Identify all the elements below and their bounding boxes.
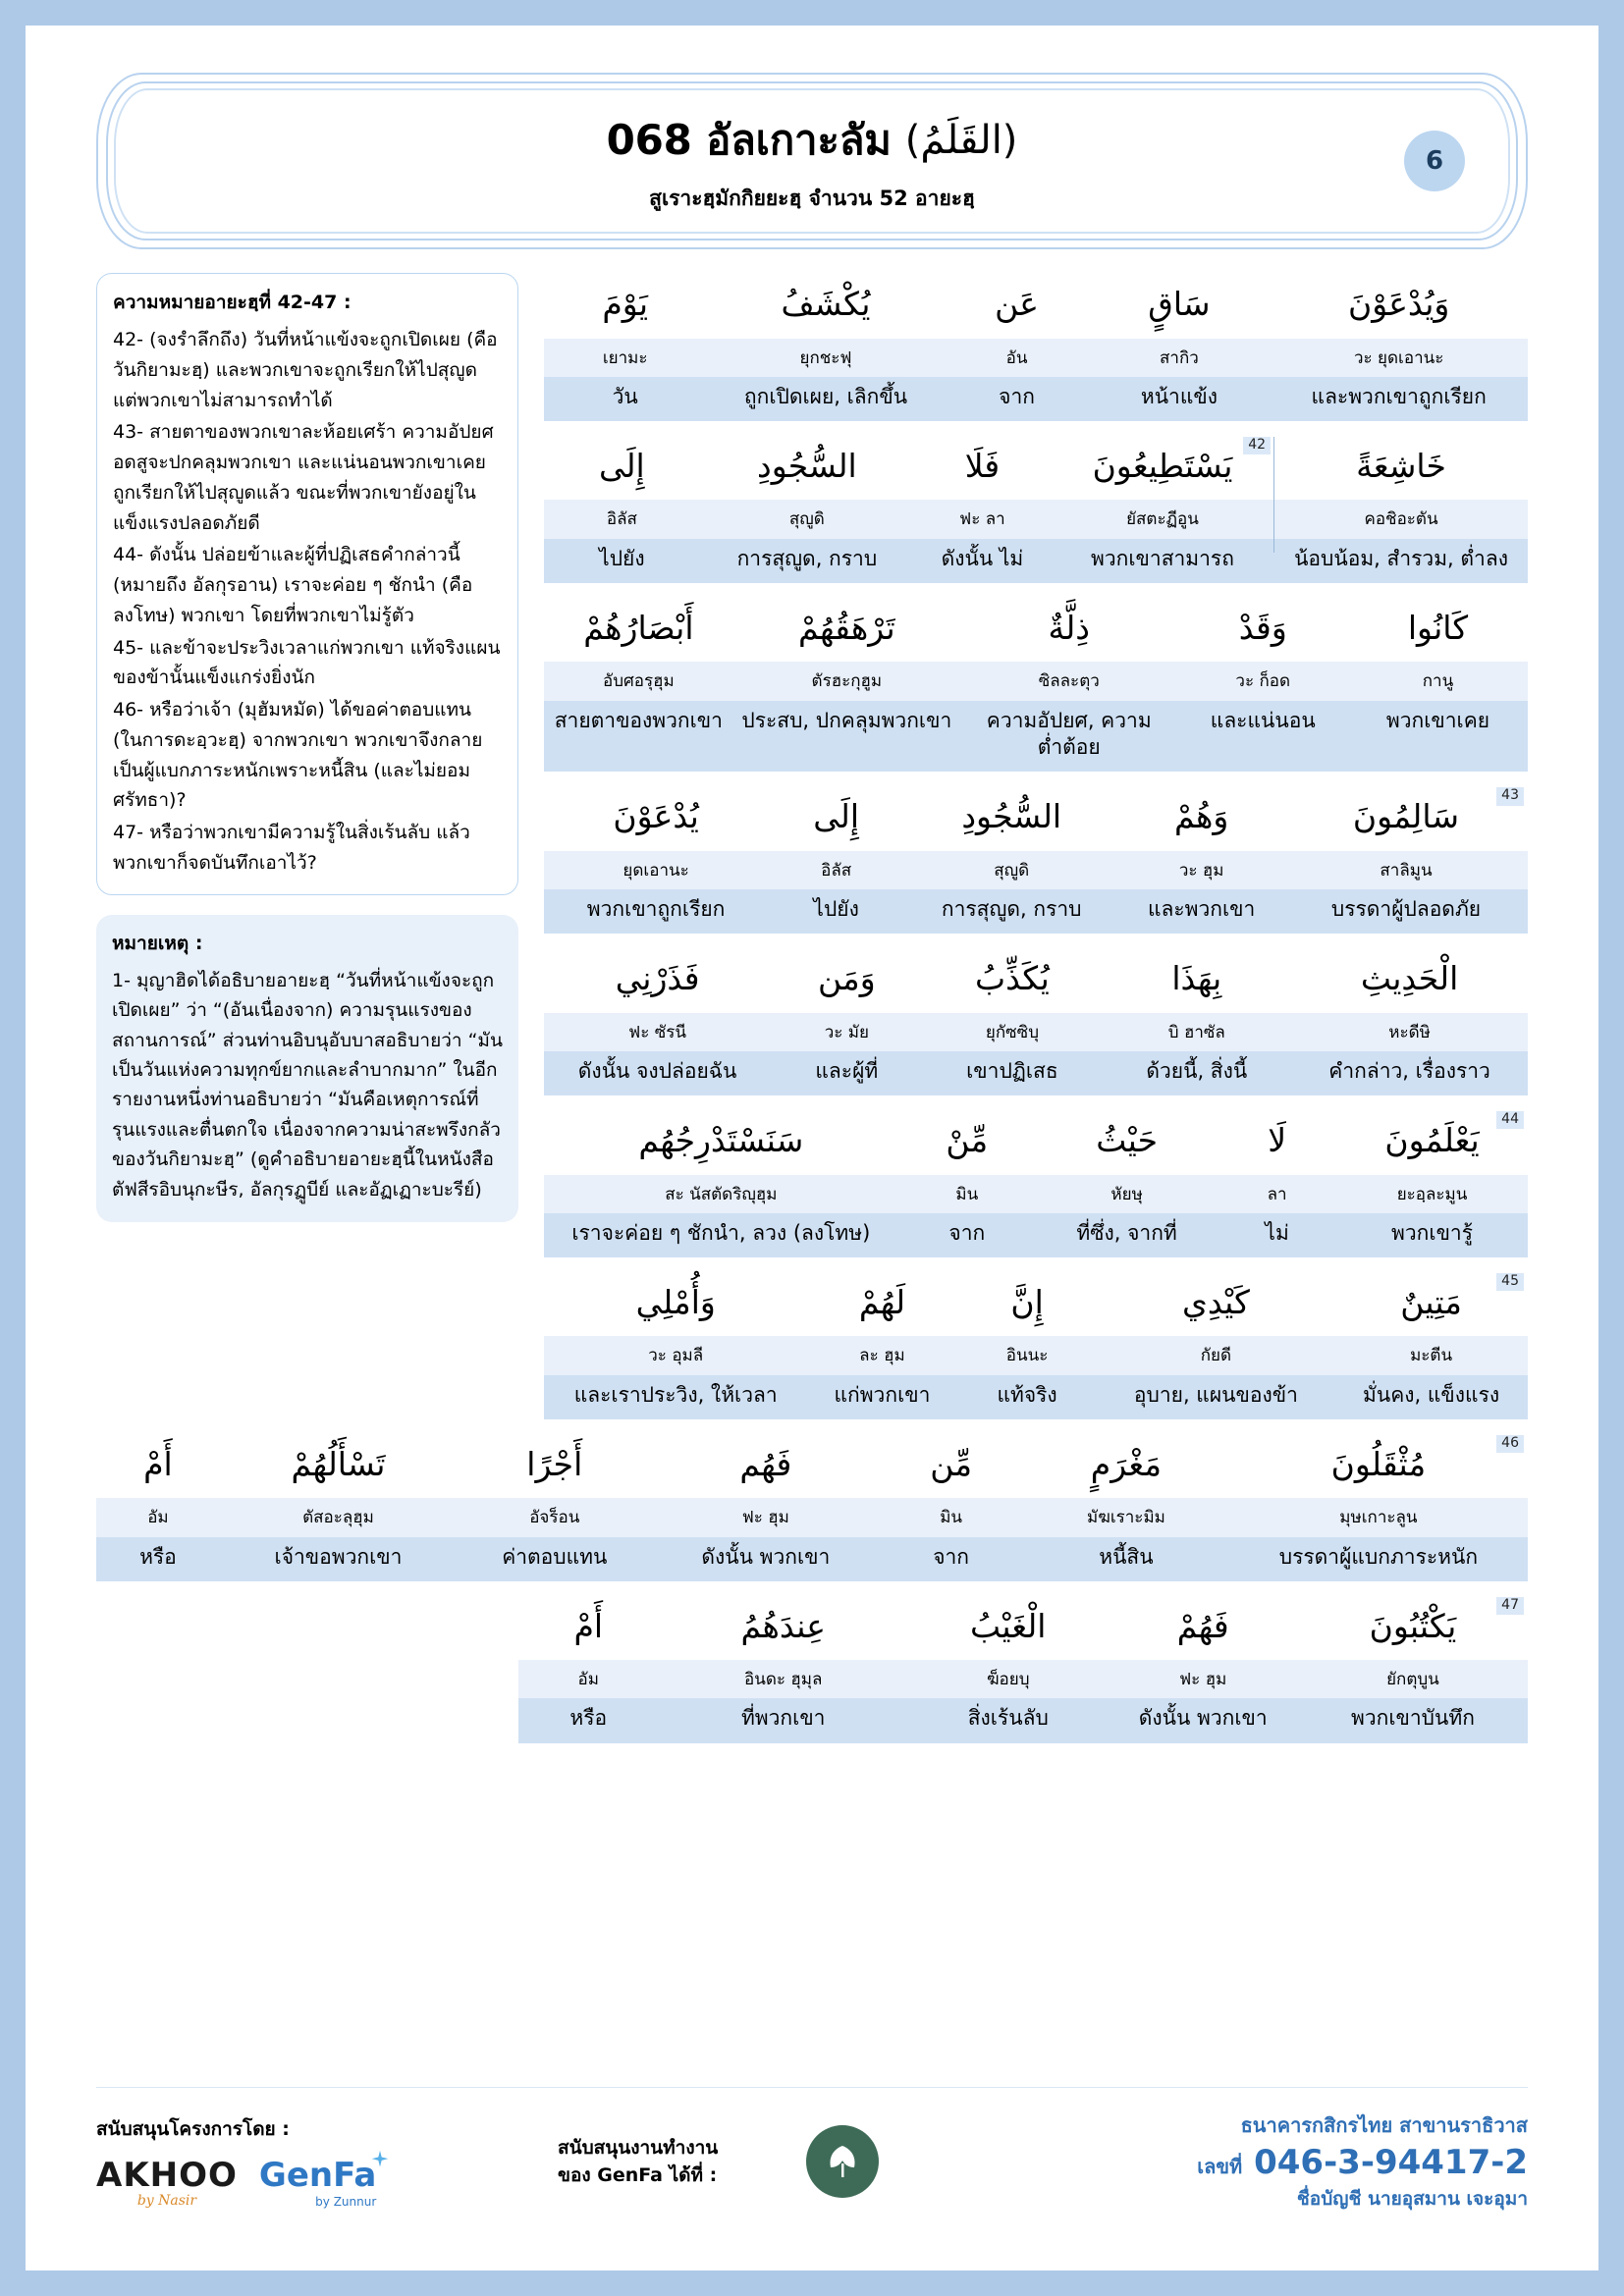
transliteration-cell: อินนะ [1005,1346,1049,1366]
support-label: สนับสนุนโครงการโดย : [96,2118,290,2140]
thai-meaning-cell: ความอัปยศ, ความต่ำต้อย [986,708,1152,759]
thai-meaning-cell: ไปยัง [813,896,859,921]
verse-row [96,1433,1528,1581]
arabic-word-cell: فَهُمْ [1176,1606,1229,1645]
transliteration-cell: มุษเกาะลูน [1339,1508,1418,1528]
arabic-word-cell: مَغْرَمٍ [1090,1444,1163,1483]
thai-meaning-cell: พวกเขาเคย [1385,708,1490,732]
arabic-word [544,597,1528,663]
arabic-word-cell: يَعْلَمُونَ [1384,1120,1480,1159]
thai-meaning-cell: สิ่งเร้นลับ [967,1706,1049,1731]
thai-meaning-cell: พวกเขาสามารถ [1091,546,1234,570]
transliteration-cell: ยะอฺละมูน [1396,1184,1468,1204]
thai-meaning [518,1698,1528,1742]
verse-table [544,273,1528,1433]
arabic-word-cell: كَانُوا [1407,608,1469,647]
thai-meaning-cell: คำกล่าว, เรื่องราว [1328,1058,1490,1083]
thai-meaning-cell: ประสบ, ปกคลุมพวกเขา [741,708,952,732]
transliteration-cell: อิลัส [606,509,637,530]
thai-meaning-cell: เขาปฏิเสธ [966,1058,1058,1083]
thai-meaning-cell: หรือ [139,1544,177,1569]
arabic-word-cell: وَمَن [817,959,876,998]
page-content [96,273,1528,1433]
genfa-support-text [558,2134,784,2190]
transliteration-cell: ฟะ ฮุม [1179,1670,1227,1690]
thai-meaning-cell: ถูกเปิดเผย, เลิกขึ้น [743,384,908,408]
thai-meaning-cell: และแน่นอน [1210,708,1316,732]
meaning-item: 42- (จงรำลึกถึง) วันที่หน้าแข้งจะถูกเปิดเผย (คือวันกิยามะฮฺ) และพวกเขาจะถูกเรียกให้ไปสุญูด แต่พวกเขาไม่สามารถทำได้ [113,329,498,411]
transliteration-cell: บิ ฮาซัล [1167,1022,1225,1042]
thai-meaning-cell: ดังนั้น พวกเขา [1138,1706,1268,1731]
notes-panel [96,915,518,1222]
thai-meaning-cell: แท้จริง [997,1382,1057,1407]
ayah-number-marker: 46 [1496,1435,1524,1453]
arabic-word [518,1595,1528,1661]
transliteration-cell: สะ นัสตัดริญุฮุม [665,1184,778,1204]
bank-owner: ชื่อบัญชี นายอุสมาน เจะอุมา [1296,2188,1528,2210]
arabic-word-cell: الْحَدِيثِ [1360,959,1459,998]
transliteration-cell: ฟะ ซัรนี [628,1022,687,1042]
thai-meaning-cell: และผู้ที่ [815,1058,879,1083]
verse-row [544,1271,1528,1419]
arabic-word-cell: يُكَذِّبُ [975,959,1050,998]
arabic-word-cell: أَبْصَارُهُمْ [583,608,694,647]
bank-block [901,2109,1528,2214]
arabic-word [544,947,1528,1013]
ayah-divider [1273,437,1274,553]
transliteration-cell: อินดะ ฮุมุล [744,1670,823,1690]
arabic-word [544,273,1528,339]
arabic-word-cell: لَهُمْ [858,1282,906,1321]
note-item: 1- มุญาฮิดได้อธิบายอายะฮฺ “วันที่หน้าแข้งจะถูกเปิดเผย” ว่า “(อันเนื่องจาก) ความรุนแรงของสถานการณ์” ส่วนท่านอิบนุอับบาสอธิบายว่า “มันเป็นวันแห่งความทุกข์ยากและลำบากมาก” ในอีกรายงานหนึ่งท่านอธิบายว่า “มันคือเหตุการณ์ที่รุนแรงและตื่นตกใจ เนื่องจากความน่าสะพรึงกลัวของวันกิยามะฮฺ” (ดูคำอธิบายอายะฮฺนี้ในหนังสือตัฟสีรอิบนุกะษีร, อัลกุรฏูบีย์ และอัฏเฏาะบะรีย์) [112,969,503,1201]
transliteration-cell: มิน [940,1508,963,1528]
arabic-word-cell: يُدْعَوْنَ [613,797,699,836]
transliteration-cell: ยุกัซซิบุ [985,1022,1039,1042]
bank-name: ธนาคารกสิกรไทย สาขานราธิวาส [1240,2113,1528,2137]
meaning-item: 46- หรือว่าเจ้า (มุฮัมหมัด) ได้ขอค่าตอบแทน (ในการดะอฺวะฮฺ) จากพวกเขา พวกเขาจึงกลายเป็นผู้แบกภาระหนักเพราะหนี้สิน (และไม่ยอมศรัทธา)? [113,699,483,812]
transliteration-cell: อัม [147,1508,169,1528]
notes-title: หมายเหตุ : [112,932,203,954]
arabic-word-cell: إِنَّ [1010,1282,1044,1321]
transliteration-cell: เยามะ [602,347,648,368]
surah-title-arabic: (القَلَمُ) [904,117,1018,163]
genfa-logo-subtext: by Zunnur [315,2195,377,2209]
transliteration-cell: หัยษุ [1110,1184,1143,1204]
thai-meaning [544,701,1528,773]
meanings-panel [96,273,518,895]
arabic-word [96,1433,1528,1499]
transliteration-cell: กัยดี [1200,1346,1232,1366]
arabic-word-cell: فَذَرْنِي [615,959,700,998]
arabic-word-cell: سَاقٍ [1148,285,1211,323]
thai-meaning-cell: และพวกเขาถูกเรียก [1311,384,1487,408]
ayah-number-marker: 42 [1243,437,1271,454]
thai-meaning-cell: พวกเขาบันทึก [1350,1706,1475,1731]
thai-meaning-cell: และเราประวิง, ให้เวลา [573,1382,778,1407]
thai-meaning [544,377,1528,421]
transliteration-cell: ยักตุบูน [1386,1670,1439,1690]
akhoo-logo-subtext: by Nasir [136,2193,197,2209]
sidebar [96,273,518,1222]
thai-meaning-cell: จาก [933,1544,970,1569]
transliteration-cell: ยุดเอานะ [623,860,689,881]
verse-row [544,947,1528,1095]
thai-meaning-cell: เจ้าขอพวกเขา [274,1544,403,1569]
arabic-word [544,785,1528,851]
thai-meaning-cell: ดังนั้น พวกเขา [701,1544,831,1569]
transliteration-cell: อัม [577,1670,599,1690]
transliteration-cell: ตัสอะลุฮุม [302,1508,374,1528]
genfa-logo-text: GenFa [258,2156,377,2195]
thai-meaning [544,539,1528,583]
arabic-word-cell: أَجْرًا [526,1444,583,1483]
thai-meaning [544,889,1528,934]
thai-meaning [544,1051,1528,1095]
thai-meaning-cell: การสุญูด, กราบ [736,546,878,570]
thai-meaning-cell: หนี้สิน [1099,1544,1154,1569]
ayah-number-marker: 43 [1496,787,1524,805]
akhoo-logo [96,2156,238,2209]
arabic-word-cell: يُكْشَفُ [781,285,871,323]
transliteration-cell: ฟะ ฮุม [741,1508,789,1528]
verse-rows-wide [96,1433,1528,1743]
transliteration-cell: มะตีน [1410,1346,1453,1366]
arabic-word-cell: فَهُم [739,1444,792,1483]
transliteration-cell: สุญูดิ [994,860,1030,881]
arabic-word [544,1109,1528,1175]
arabic-word-cell: مَتِينٌ [1400,1282,1462,1321]
akhoo-logo-text: AKHOO [96,2156,238,2195]
thai-meaning-cell: อุบาย, แผนของข้า [1133,1382,1298,1407]
meaning-item: 44- ดังนั้น ปล่อยข้าและผู้ที่ปฏิเสธคำกล่าวนี้ (หมายถึง อัลกุรอาน) เราจะค่อย ๆ ชักนำ (คือลงโทษ) พวกเขา โดยที่พวกเขาไม่รู้ตัว [113,544,473,626]
bank-account-value: 046-3-94417-2 [1254,2143,1528,2182]
thai-meaning-cell: มั่นคง, แข็งแรง [1363,1382,1500,1407]
arabic-word-cell: تَرْهَقُهُمْ [797,608,895,647]
transliteration-cell: วะ มัย [824,1022,869,1042]
transliteration [544,662,1528,700]
transliteration-cell: หะดีษิ [1388,1022,1431,1042]
thai-meaning-cell: เราจะค่อย ๆ ชักนำ, ลวง (ลงโทษ) [571,1220,871,1245]
thai-meaning-cell: บรรดาผู้ปลอดภัย [1330,896,1482,921]
thai-meaning-cell: และพวกเขา [1147,896,1256,921]
transliteration-cell: ฟะ ลา [959,509,1005,530]
arabic-word-cell: كَيْدِي [1181,1282,1250,1321]
transliteration-cell: ฆ็อยบุ [986,1670,1030,1690]
bank-account-number [901,2143,1528,2182]
verse-row [544,1109,1528,1257]
arabic-word-cell: أَمْ [143,1444,173,1483]
page-header [96,73,1528,249]
arabic-word-cell: عِندَهُمُ [740,1606,826,1645]
thai-meaning-cell: ที่พวกเขา [740,1706,826,1731]
transliteration-cell: ละ ฮุม [859,1346,905,1366]
verse-row [544,597,1528,772]
arabic-word-cell: يَكْتُبُونَ [1369,1606,1457,1645]
genfa-logo [259,2156,376,2209]
bank-account-label: เลขที่ [1197,2155,1243,2178]
transliteration-cell: ยัสตะฏีอูน [1126,509,1199,530]
page-footer [96,2087,1528,2214]
transliteration-cell: วะ ยุดเอานะ [1353,347,1444,368]
surah-subtitle: สูเราะฮฺมักกิยยะฮฺ จำนวน 52 อายะฮฺ [649,186,975,210]
thai-meaning-cell: จาก [948,1220,986,1245]
thai-meaning-cell: วัน [612,384,638,408]
verse-row [544,785,1528,934]
arabic-word-cell: مِّنْ [946,1120,989,1159]
sparkle-icon [370,2150,390,2169]
verse-row [544,435,1528,583]
thai-meaning-cell: ดังนั้น จงปล่อยฉัน [577,1058,737,1083]
meaning-item: 43- สายตาของพวกเขาละห้อยเศร้า ความอัปยศอดสูจะปกคลุมพวกเขา และแน่นอนพวกเขาเคยถูกเรียกให้ไปสุญูดแล้ว ขณะที่พวกเขายังอยู่ในแข็งแรงปลอดภัยดี [113,421,494,534]
transliteration-cell: สาลิมูน [1380,860,1433,881]
thai-meaning [96,1537,1528,1581]
transliteration-cell: ซิลละตุว [1038,671,1100,692]
arabic-word-cell: بِهَذَا [1171,959,1222,998]
page-number-badge: 6 [1404,131,1465,191]
arabic-word-cell: يَوْمَ [602,285,649,323]
transliteration-cell: กานู [1422,671,1454,692]
verse-row [518,1595,1528,1743]
thai-meaning-cell: หรือ [569,1706,608,1731]
transliteration [544,851,1528,889]
arabic-word-cell: أَمْ [573,1606,604,1645]
arabic-word-cell: مُثْقَلُونَ [1330,1444,1427,1483]
arabic-word [544,1271,1528,1337]
genfa-support-line2: ของ GenFa ได้ที่ : [558,2164,718,2186]
transliteration-cell: วะ ฮุม [1178,860,1224,881]
thai-meaning-cell: ไปยัง [599,546,645,570]
meaning-item: 47- หรือว่าพวกเขามีความรู้ในสิ่งเร้นลับ แล้วพวกเขาก็จดบันทึกเอาไว้? [113,822,470,875]
thai-meaning-cell: ค่าตอบแทน [502,1544,608,1569]
transliteration-cell: วะ ก็อด [1235,671,1291,692]
meaning-item: 45- และข้าจะประวิงเวลาแก่พวกเขา แท้จริงแผนของข้านั้นแข็งแกร่งยิ่งนัก [113,636,501,689]
verse-rows-narrow [544,273,1528,1419]
page-title [607,108,1018,173]
arabic-word-cell: تَسْأَلُهُمْ [291,1444,386,1483]
thai-meaning-cell: ที่ซึ่ง, จากที่ [1076,1220,1177,1245]
transliteration-cell: ลา [1267,1184,1287,1204]
thai-meaning [544,1375,1528,1419]
transliteration-cell: อัจร็อน [529,1508,580,1528]
transliteration-cell: มิน [955,1184,979,1204]
arabic-word [544,435,1528,501]
arabic-word-cell: سَنَسْتَدْرِجُهُم [638,1120,804,1159]
transliteration-cell: ตัรฮะกุฮูม [811,671,883,692]
genfa-support-line1: สนับสนุนงานทำงาน [558,2136,719,2159]
thai-meaning-cell: ด้วยนี้, สิ่งนี้ [1146,1058,1248,1083]
transliteration [544,1175,1528,1213]
arabic-word-cell: لَا [1268,1120,1287,1159]
meanings-title: ความหมายอายะฮฺที่ 42-47 : [113,292,352,313]
arabic-word-cell: إِلَى [599,446,645,485]
thai-meaning-cell: สายตาของพวกเขา [554,708,723,732]
thai-meaning-cell: จาก [999,384,1035,408]
transliteration-cell: มัฆเราะมิม [1087,1508,1165,1528]
thai-meaning-cell: บรรดาผู้แบกภาระหนัก [1278,1544,1479,1569]
ayah-number-marker: 45 [1496,1273,1524,1291]
arabic-word-cell: حَيْثُ [1096,1120,1158,1159]
arabic-word-cell: السُّجُودِ [757,446,857,485]
leaf-icon [821,2140,864,2183]
transliteration-cell: อับศอรุฮุม [602,671,675,692]
arabic-word-cell: إِلَى [813,797,859,836]
verse-rows-wide-wrap [96,1433,1528,1743]
org-emblem [784,2125,901,2198]
transliteration [544,500,1528,538]
arabic-word-cell: خَاشِعَةً [1356,446,1446,485]
transliteration-cell: วะ อุมลี [648,1346,704,1366]
thai-meaning-cell: ไม่ [1265,1220,1289,1245]
ayah-number-marker: 47 [1496,1597,1524,1615]
arabic-word-cell: مِّن [930,1444,972,1483]
transliteration-cell: ยุกชะฟุ [799,347,852,368]
transliteration-cell: สากิว [1160,347,1199,368]
thai-meaning [544,1213,1528,1257]
sponsor-block [96,2114,558,2209]
thai-meaning-cell: แก่พวกเขา [834,1382,931,1407]
arabic-word-cell: فَلَا [964,446,1001,485]
transliteration-cell: อิลัส [821,860,852,881]
page-canvas [26,26,1598,2270]
ayah-number-marker: 44 [1496,1111,1524,1129]
arabic-word-cell: سَالِمُونَ [1352,797,1460,836]
thai-meaning-cell: พวกเขารู้ [1391,1220,1474,1245]
arabic-word-cell: ذِلَّةٌ [1048,608,1090,647]
transliteration [544,339,1528,377]
transliteration-cell: อัน [1005,347,1028,368]
verse-row [544,273,1528,421]
transliteration-cell: สุญูดิ [788,509,825,530]
thai-meaning-cell: การสุญูด, กราบ [941,896,1082,921]
thai-meaning-cell: พวกเขาถูกเรียก [586,896,726,921]
arabic-word-cell: وَهُمْ [1174,797,1229,836]
thai-meaning-cell: หน้าแข้ง [1140,384,1218,408]
transliteration [96,1498,1528,1536]
arabic-word-cell: يَسْتَطِيعُونَ [1092,446,1233,485]
transliteration [544,1336,1528,1374]
thai-meaning-cell: น้อบน้อม, สำรวม, ต่ำลง [1294,546,1508,570]
arabic-word-cell: السُّجُودِ [961,797,1062,836]
arabic-word-cell: وَيُدْعَوْنَ [1347,285,1450,323]
arabic-word-cell: عَن [995,285,1039,323]
transliteration [544,1013,1528,1051]
thai-meaning-cell: ดังนั้น ไม่ [941,546,1024,570]
arabic-word-cell: وَأُمْلِي [635,1282,716,1321]
surah-title-thai: 068 อัลเกาะลัม [606,115,892,164]
arabic-word-cell: وَقَدْ [1238,608,1287,647]
transliteration [518,1660,1528,1698]
arabic-word-cell: الْغَيْبُ [969,1606,1047,1645]
transliteration-cell: คอชิอะตัน [1364,509,1438,530]
